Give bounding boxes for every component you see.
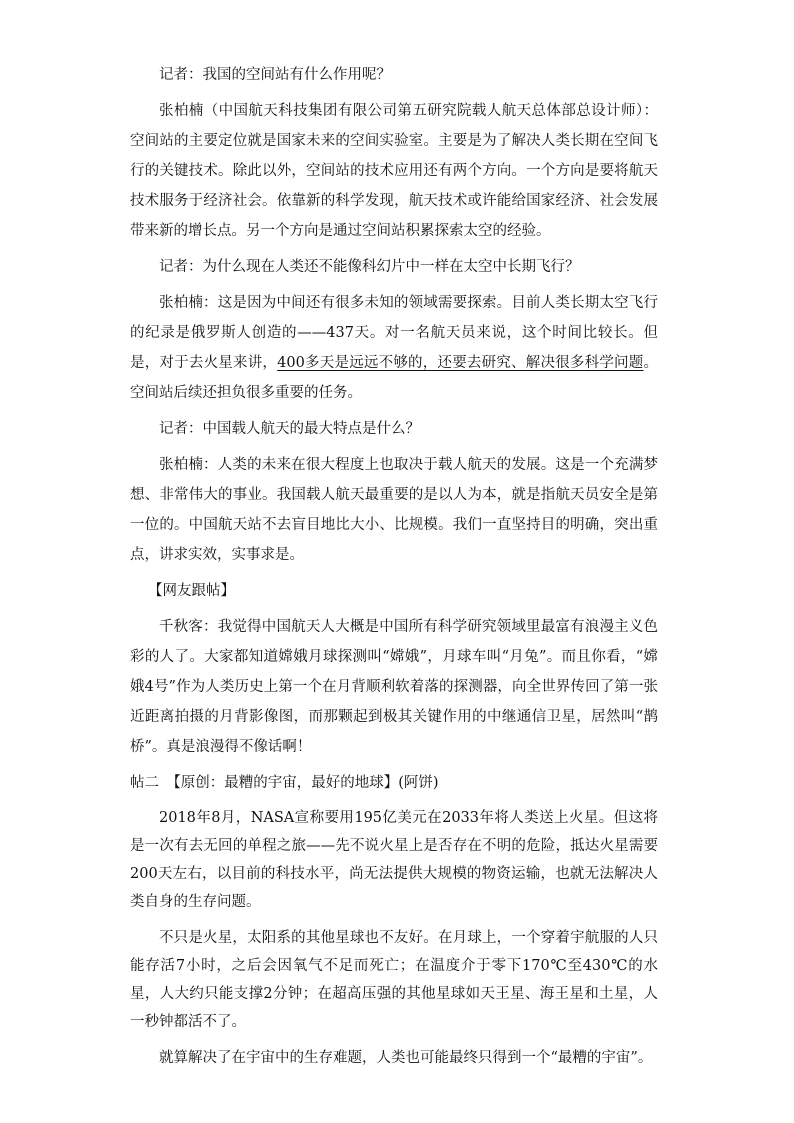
- netizen-heading: 【网友跟帖】: [148, 583, 235, 599]
- netizen-comment: 千秋客：我觉得中国航天人大概是中国所有科学研究领域里最富有浪漫主义色彩的人了。大家都知道嫦娥月球探测叫“嫦娥”，月球车叫“月兔”。而且你看，“嫦娥4号”作为人类历史上第一个在月背顺利软着落的探测器，向全世界传回了第一张近距离拍摄的月背影像图，而那颗起到极其关键作用的中继通信卫星，居然叫“鹊桥”。真是浪漫得不像话啊！: [130, 619, 658, 755]
- answer-3: 张柏楠：人类的未来在很大程度上也取决于载人航天的发展。这是一个充满梦想、非常伟大的事业。我国载人航天最重要的是以人为本，就是指航天员安全是第一位的。中国航天站不去盲目地比大小、比规模。我们一直坚持目的明确，突出重点，讲求实效，实事求是。: [130, 457, 658, 563]
- post-2-paragraph-2: 不只是火星，太阳系的其他星球也不友好。在月球上，一个穿着宇航服的人只能存活7小时，之后会因氧气不足而死亡；在温度介于零下170℃至430℃的水星，人大约只能支撑2分钟；在超高压强的其他星球如天王星、海王星和土星，人一秒钟都活不了。: [130, 930, 658, 1030]
- article-body: [130, 60, 658, 1080]
- reporter-question-1: 记者：我国的空间站有什么作用呢？: [159, 67, 391, 83]
- reporter-question-2: 记者：为什么现在人类还不能像科幻片中一样在太空中长期飞行？: [159, 259, 580, 275]
- answer-2-part-1: 张柏楠：这是因为中间还有很多未知的领域需要探索。目前人类长期太空飞行的纪录是俄罗斯人创造的——437天。对一名航天员来说，这个时间比较长。但是，对于去火星来讲，: [130, 295, 658, 371]
- post-2-paragraph-1: 2018年8月，NASA宣称要用195亿美元在2033年将人类送上火星。但这将是一次有去无回的单程之旅——先不说火星上是否存在不明的危险，抵达火星需要200天左右，以目前的科技水平，尚无法提供大规模的物资运输，也就无法解决人类自身的生存问题。: [130, 810, 658, 910]
- answer-1: 张柏楠（中国航天科技集团有限公司第五研究院载人航天总体部总设计师）：空间站的主要定位就是国家未来的空间实验室。主要是为了解决人类长期在空间飞行的关键技术。除此以外，空间站的技术应用还有两个方向。一个方向是要将航天技术服务于经济社会。依靠新的科学发现，航天技术或许能给国家经济、社会发展带来新的增长点。另一个方向是通过空间站积累探索太空的经验。: [130, 103, 658, 239]
- reporter-question-3: 记者：中国载人航天的最大特点是什么？: [159, 421, 420, 437]
- answer-2-part-2: 。空间站后续还担负很多重要的任务。: [130, 355, 658, 401]
- answer-2: [130, 288, 658, 408]
- post-2-heading: 帖二 【原创：最糟的宇宙，最好的地球】(阿饼): [130, 775, 439, 791]
- post-2-paragraph-3: 就算解决了在宇宙中的生存难题，人类也可能最终只得到一个“最糟的宇宙”。: [159, 1050, 653, 1066]
- underlined-phrase: 400多天是远远不够的，还要去研究、解决很多科学问题: [277, 355, 644, 371]
